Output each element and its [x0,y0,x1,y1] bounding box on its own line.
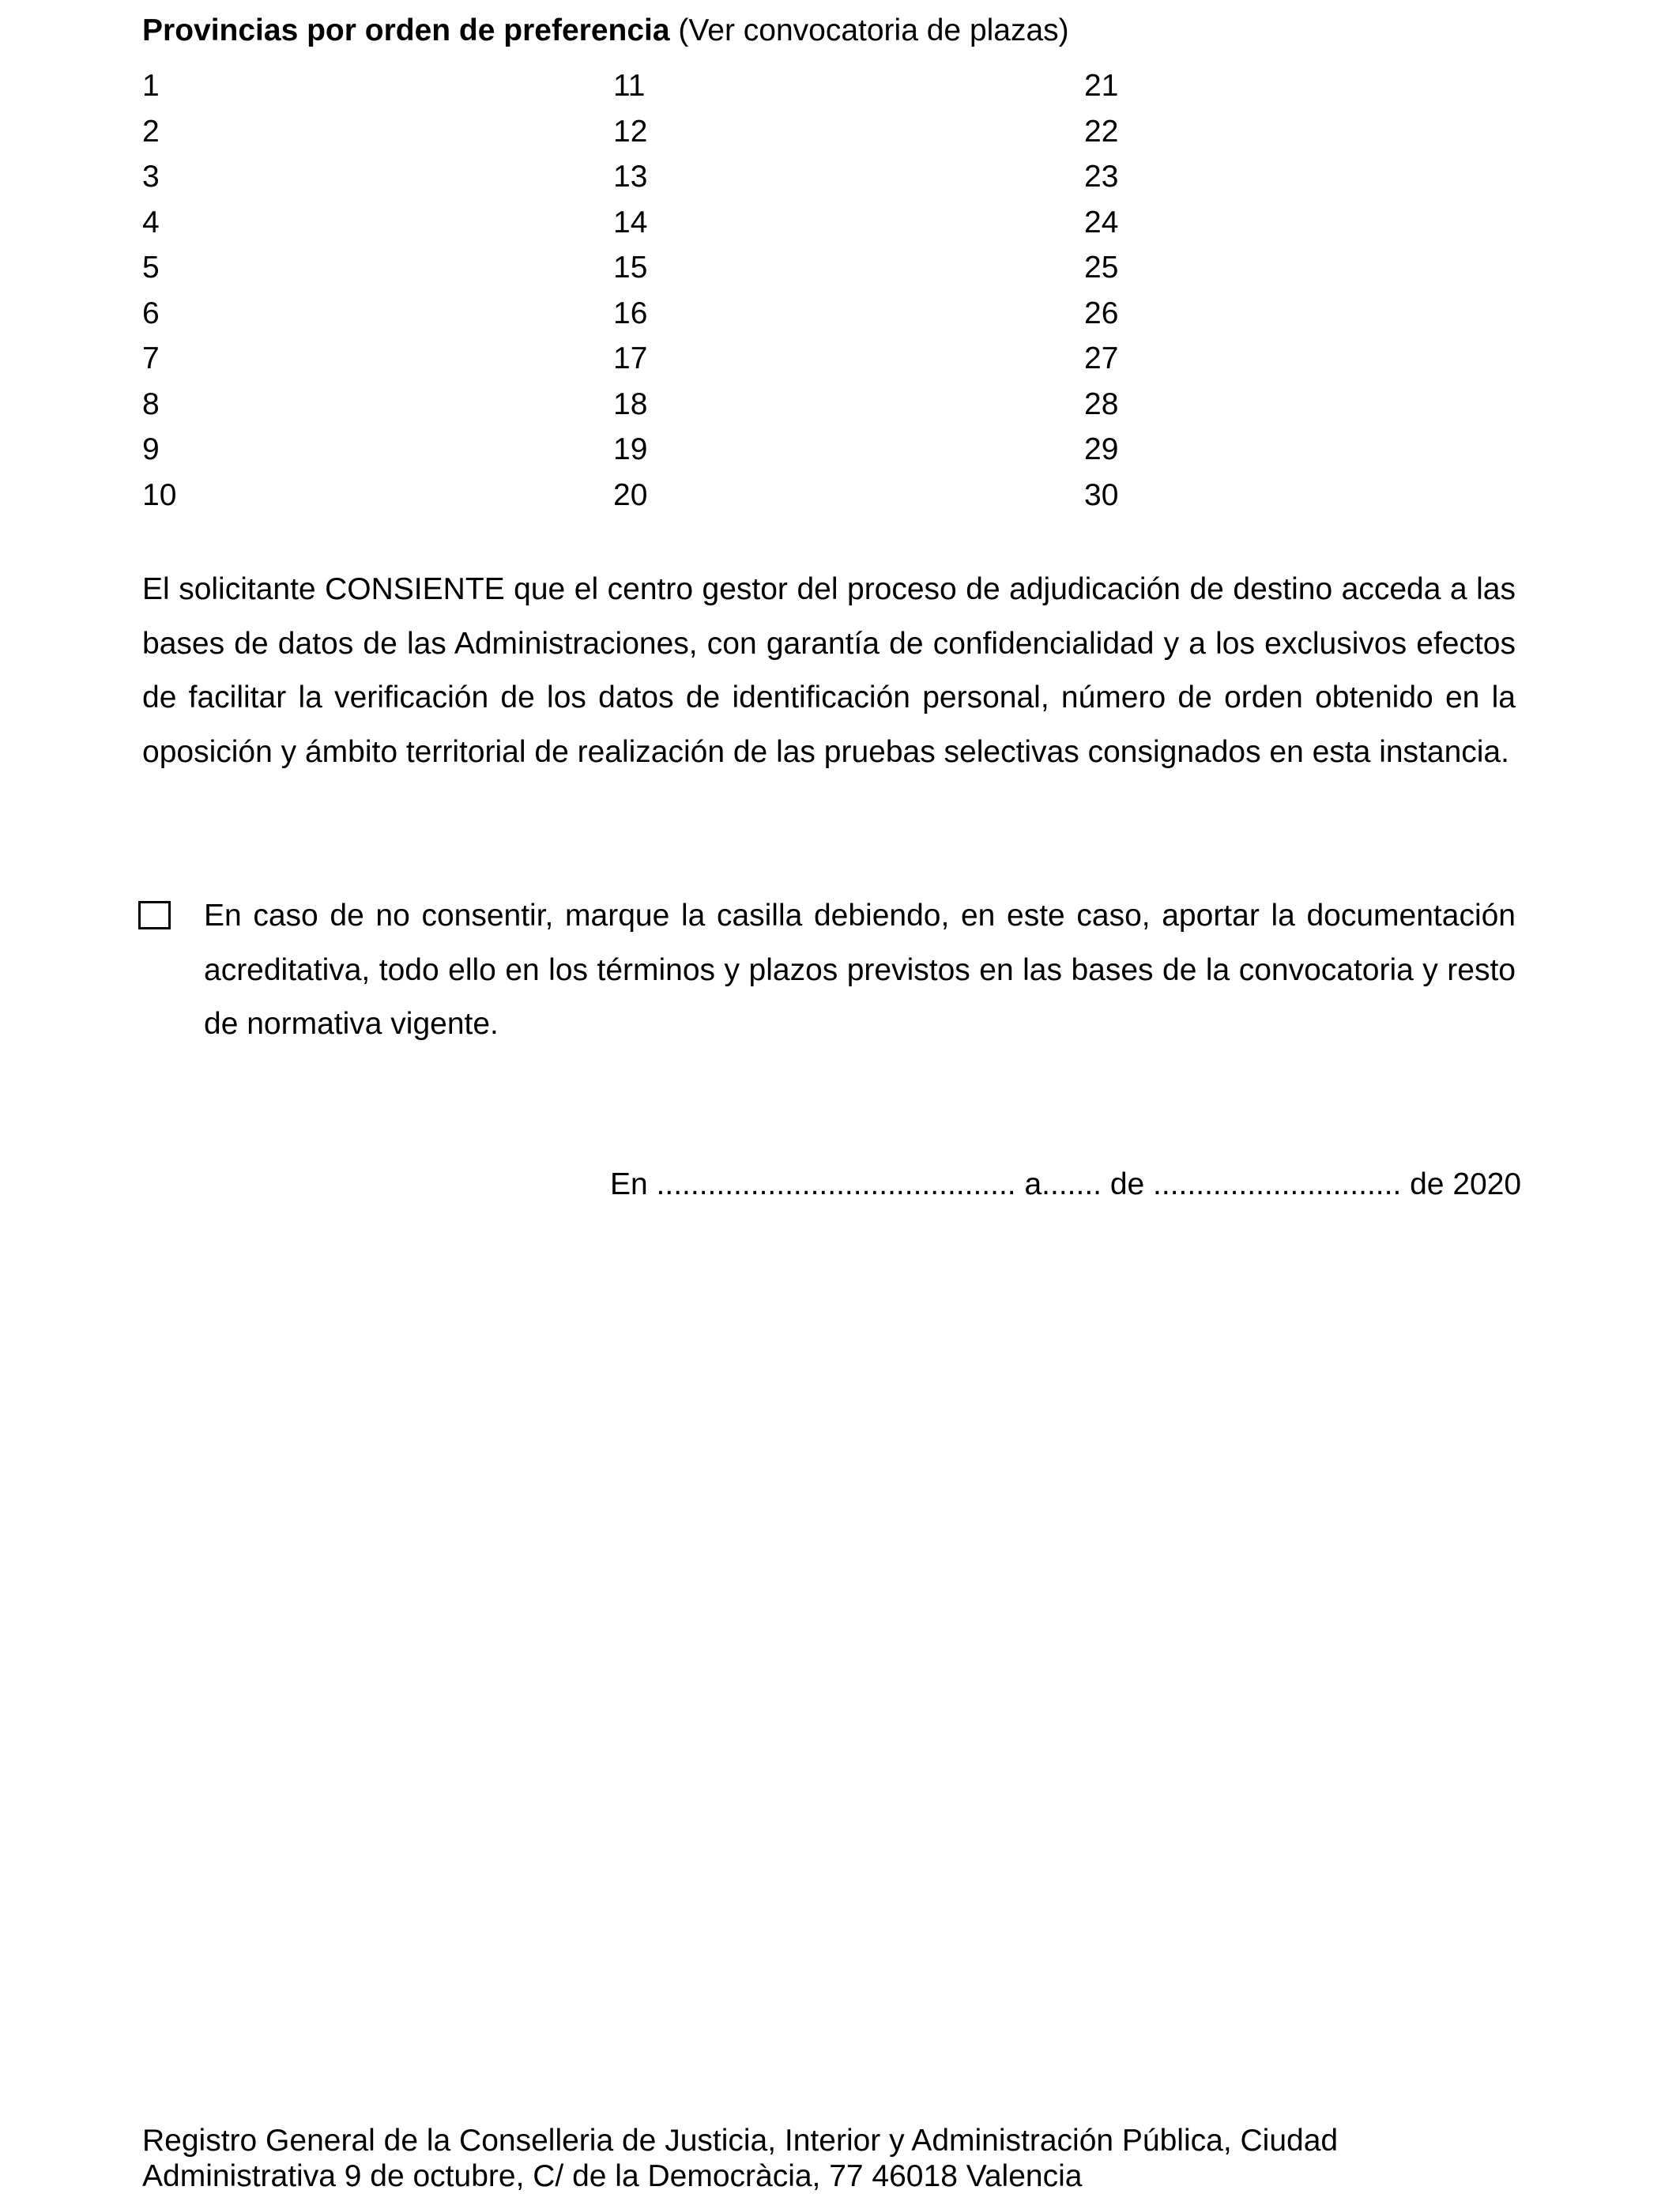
preference-number: 3 [142,160,160,194]
preference-number: 10 [142,477,177,512]
preference-number: 11 [613,69,646,103]
preferences-heading-title: Provincias por orden de preferencia [142,13,670,47]
preference-number: 30 [1084,477,1119,512]
preference-number: 1 [142,69,160,103]
footer-address-line-2: Administrativa 9 de octubre, C/ de la Democràcia, 77 46018 Valencia [142,2159,1083,2193]
preference-number: 5 [142,251,160,285]
preference-number: 28 [1084,386,1119,421]
preference-number: 9 [142,432,160,466]
footer-address [142,2123,1338,2194]
preference-number: 25 [1084,251,1119,285]
footer-address-line-1: Registro General de la Conselleria de Justicia, Interior y Administración Pública, Ciudad [142,2124,1339,2158]
preference-number: 17 [613,341,648,375]
preference-number: 6 [142,296,160,330]
place-date-line: En .......................................... a....... de ............................. de 2020 [610,1167,1522,1201]
preference-number: 2 [142,114,160,149]
preference-number: 29 [1084,432,1119,466]
preference-number: 26 [1084,296,1119,330]
preference-number: 23 [1084,160,1119,194]
preference-number: 15 [613,251,648,285]
consent-paragraph: El solicitante CONSIENTE que el centro gestor del proceso de adjudicación de destino acceda a las bases de datos de las Administraciones, con garantía de confidencialidad y a los exclusivos efectos de facilitar la verificación de los datos de identificación personal, número de orden obtenido en la oposición y ámbito territorial de realización de las pruebas selectivas consignados en esta instancia. [142,572,1516,769]
preference-number: 22 [1084,114,1119,149]
preference-column-2 [613,63,647,518]
preference-number: 13 [613,160,648,194]
preference-number: 7 [142,341,160,375]
preferences-heading-note: (Ver convocatoria de plazas) [678,13,1069,47]
no-consent-text: En caso de no consentir, marque la casilla debiendo, en este caso, aportar la documentación acreditativa, todo ello en los términos y plazos previstos en las bases de la convocatoria y resto de normativa vigente. [204,899,1516,1042]
preference-number: 20 [613,477,648,512]
preferences-heading [142,11,1069,51]
preference-column-1 [142,63,176,518]
preference-number: 18 [613,386,648,421]
preference-number: 24 [1084,205,1119,239]
preference-number: 8 [142,386,160,421]
preference-number: 12 [613,114,648,149]
preference-number: 21 [1084,69,1119,103]
preference-number: 19 [613,432,648,466]
no-consent-checkbox[interactable] [138,901,171,929]
preference-number: 16 [613,296,648,330]
preference-column-3 [1084,63,1118,518]
preference-number: 27 [1084,341,1119,375]
preference-number: 4 [142,205,160,239]
preference-number: 14 [613,205,648,239]
